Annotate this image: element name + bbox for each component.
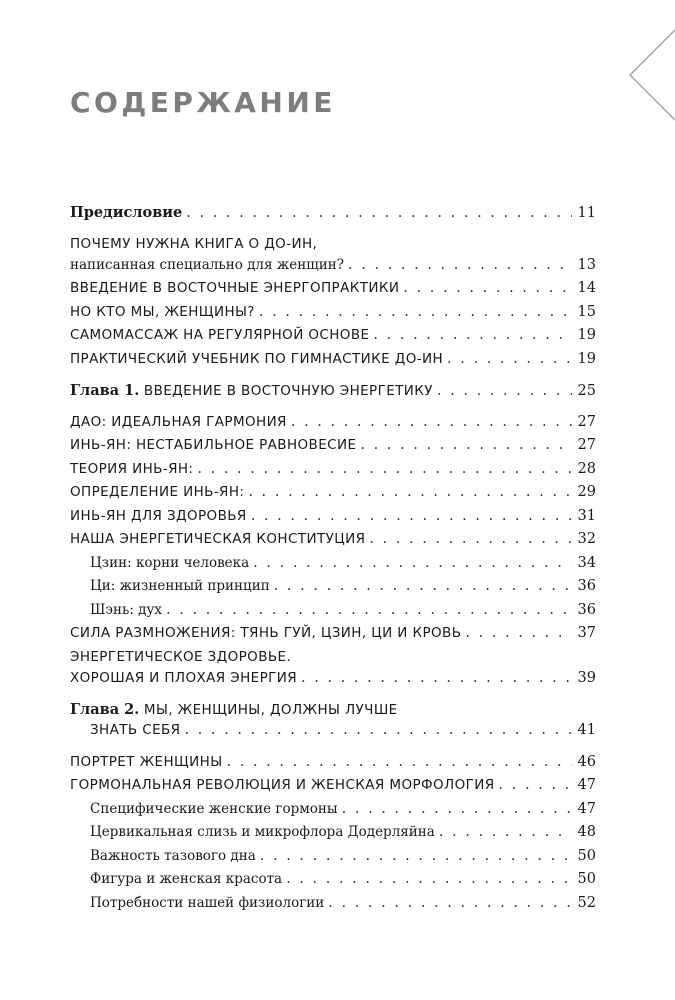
page-number: 36 bbox=[577, 601, 596, 618]
toc-entry-why[interactable] bbox=[70, 257, 596, 281]
dot-leader bbox=[437, 383, 572, 399]
dot-leader bbox=[166, 602, 572, 618]
dot-leader bbox=[348, 257, 572, 273]
toc-entry-label: написанная специально для женщин? bbox=[70, 256, 345, 273]
toc-entry-self-massage[interactable] bbox=[70, 327, 596, 351]
toc-entry-label: ИНЬ-ЯН ДЛЯ ЗДОРОВЬЯ bbox=[70, 507, 247, 524]
toc-entry-reproduction-power[interactable] bbox=[70, 625, 596, 649]
toc-entry-label: ИНЬ-ЯН: НЕСТАБИЛЬНОЕ РАВНОВЕСИЕ bbox=[70, 437, 357, 453]
page-number: 11 bbox=[577, 205, 596, 221]
page-number: 13 bbox=[577, 256, 596, 273]
toc-subentry-hormones[interactable] bbox=[70, 801, 596, 825]
toc-entry-label: ХОРОШАЯ И ПЛОХАЯ ЭНЕРГИЯ bbox=[70, 669, 298, 686]
dot-leader bbox=[301, 670, 572, 686]
toc-entry-dao[interactable] bbox=[70, 414, 596, 438]
page-number: 50 bbox=[577, 847, 596, 864]
page-number: 34 bbox=[577, 554, 596, 571]
dot-leader bbox=[369, 531, 572, 547]
toc-subentry-figure[interactable] bbox=[70, 871, 596, 895]
toc-subentry-cervical[interactable] bbox=[70, 824, 596, 848]
toc-entry-label: ПРАКТИЧЕСКИЙ УЧЕБНИК ПО ГИМНАСТИКЕ ДО-ИН bbox=[70, 350, 444, 367]
dot-leader bbox=[253, 555, 572, 571]
toc-entry-health-line1[interactable] bbox=[70, 649, 596, 670]
toc-entry-chapter-2[interactable] bbox=[70, 722, 596, 746]
toc-entry-label: Потребности нашей физиологии bbox=[90, 894, 325, 911]
toc-subentry-physiology[interactable] bbox=[70, 895, 596, 919]
toc-entry-label: ВВЕДЕНИЕ В ВОСТОЧНУЮ ЭНЕРГЕТИКУ bbox=[143, 383, 433, 399]
dot-leader bbox=[227, 754, 572, 770]
dot-leader bbox=[259, 304, 572, 320]
page-number: 32 bbox=[577, 531, 596, 547]
dot-leader bbox=[403, 280, 572, 296]
page-number: 28 bbox=[577, 460, 596, 477]
toc-entry-label: МЫ, ЖЕНЩИНЫ, ДОЛЖНЫ ЛУЧШЕ bbox=[143, 702, 398, 718]
page-number: 19 bbox=[577, 350, 596, 367]
toc-entry-preface[interactable] bbox=[70, 204, 596, 228]
page-number: 48 bbox=[577, 824, 596, 840]
toc-entry-label: ТЕОРИЯ ИНЬ-ЯН: bbox=[70, 460, 194, 477]
dot-leader bbox=[447, 351, 572, 367]
toc-entry-label: Предисловие bbox=[70, 204, 183, 221]
toc-subentry-shen[interactable] bbox=[70, 602, 596, 626]
dot-leader bbox=[274, 578, 572, 594]
page-number: 36 bbox=[577, 578, 596, 594]
toc-entry-intro-practices[interactable] bbox=[70, 280, 596, 304]
page-number: 19 bbox=[577, 327, 596, 343]
page-number: 41 bbox=[577, 722, 596, 738]
dot-leader bbox=[373, 327, 572, 343]
toc-entry-why-line1[interactable] bbox=[70, 236, 596, 257]
toc-entry-yin-yang-theory[interactable] bbox=[70, 461, 596, 485]
toc-entry-yin-yang-balance[interactable] bbox=[70, 437, 596, 461]
toc-entry-label: Важность тазового дна bbox=[90, 847, 256, 864]
page-number: 27 bbox=[577, 413, 596, 430]
page-number: 39 bbox=[577, 669, 596, 686]
dot-leader bbox=[184, 722, 572, 738]
toc-entry-textbook[interactable] bbox=[70, 351, 596, 375]
toc-entry-label: САМОМАССАЖ НА РЕГУЛЯРНОЙ ОСНОВЕ bbox=[70, 327, 370, 343]
page-number: 47 bbox=[577, 777, 596, 793]
toc-entry-label: ГОРМОНАЛЬНАЯ РЕВОЛЮЦИЯ И ЖЕНСКАЯ МОРФОЛОГИЯ bbox=[70, 777, 495, 793]
dot-leader bbox=[342, 801, 572, 817]
dot-leader bbox=[360, 437, 572, 453]
page-number: 31 bbox=[577, 507, 596, 524]
page-number: 37 bbox=[577, 625, 596, 641]
toc-entry-chapter-2-line1[interactable] bbox=[70, 701, 596, 722]
toc-entry-hormonal[interactable] bbox=[70, 777, 596, 801]
toc-entry-label: Цервикальная слизь и микрофлора Додерляйна bbox=[90, 824, 435, 840]
toc-entry-label: ПОРТРЕТ ЖЕНЩИНЫ bbox=[70, 753, 223, 770]
dot-leader bbox=[291, 414, 572, 430]
toc-entry-label: ВВЕДЕНИЕ В ВОСТОЧНЫЕ ЭНЕРГОПРАКТИКИ bbox=[70, 280, 400, 296]
page-number: 14 bbox=[577, 280, 596, 296]
page-number: 46 bbox=[577, 753, 596, 770]
dot-leader bbox=[260, 848, 572, 864]
page-number: 15 bbox=[577, 303, 596, 320]
dot-leader bbox=[186, 205, 572, 221]
toc-entry-label: НО КТО МЫ, ЖЕНЩИНЫ? bbox=[70, 303, 255, 320]
toc-entry-label: Цзин: корни человека bbox=[90, 554, 250, 571]
toc-subentry-qi[interactable] bbox=[70, 578, 596, 602]
toc-entry-good-bad-energy[interactable] bbox=[70, 670, 596, 694]
page-number: 47 bbox=[577, 800, 596, 817]
toc-entry-label: ДАО: ИДЕАЛЬНАЯ ГАРМОНИЯ bbox=[70, 413, 287, 430]
dot-leader bbox=[465, 625, 572, 641]
dot-leader bbox=[248, 484, 572, 500]
dot-leader bbox=[439, 824, 572, 840]
toc-entry-energy-constitution[interactable] bbox=[70, 531, 596, 555]
dot-leader bbox=[251, 508, 572, 524]
toc-entry-label: Фигура и женская красота bbox=[90, 871, 283, 887]
toc-entry-chapter-1[interactable] bbox=[70, 382, 596, 406]
table-of-contents bbox=[70, 204, 596, 918]
dot-leader bbox=[499, 777, 572, 793]
page-number: 52 bbox=[577, 894, 596, 911]
page-number: 25 bbox=[577, 383, 596, 399]
chapter-prefix: Глава 1. bbox=[70, 382, 140, 399]
toc-entry-label: ЗНАТЬ СЕБЯ bbox=[90, 722, 181, 738]
page-corner-chevron-icon bbox=[627, 28, 675, 122]
toc-entry-who-women[interactable] bbox=[70, 304, 596, 328]
dot-leader bbox=[286, 871, 572, 887]
toc-entry-label: Шэнь: дух bbox=[90, 601, 163, 618]
toc-entry-label: Ци: жизненный принцип bbox=[90, 578, 270, 594]
dot-leader bbox=[197, 461, 572, 477]
toc-entry-yin-yang-definition[interactable] bbox=[70, 484, 596, 508]
dot-leader bbox=[328, 895, 572, 911]
toc-entry-label: СИЛА РАЗМНОЖЕНИЯ: ТЯНЬ ГУЙ, ЦЗИН, ЦИ И КРОВЬ bbox=[70, 625, 462, 641]
toc-entry-yin-yang-health[interactable] bbox=[70, 508, 596, 532]
page-number: 27 bbox=[577, 437, 596, 453]
page-title: СОДЕРЖАНИЕ bbox=[70, 86, 336, 119]
toc-entry-portrait[interactable] bbox=[70, 754, 596, 778]
toc-entry-label: ЭНЕРГЕТИЧЕСКОЕ ЗДОРОВЬЕ. bbox=[70, 648, 292, 665]
toc-subentry-jing[interactable] bbox=[70, 555, 596, 579]
toc-entry-label: ОПРЕДЕЛЕНИЕ ИНЬ-ЯН: bbox=[70, 484, 245, 500]
toc-entry-label: ПОЧЕМУ НУЖНА КНИГА О ДО-ИН, bbox=[70, 235, 318, 252]
toc-subentry-pelvic-floor[interactable] bbox=[70, 848, 596, 872]
chapter-prefix: Глава 2. bbox=[70, 701, 140, 718]
page-number: 29 bbox=[577, 484, 596, 500]
page-number: 50 bbox=[577, 871, 596, 887]
toc-entry-label: Специфические женские гормоны bbox=[90, 800, 338, 817]
toc-entry-label: НАША ЭНЕРГЕТИЧЕСКАЯ КОНСТИТУЦИЯ bbox=[70, 531, 366, 547]
